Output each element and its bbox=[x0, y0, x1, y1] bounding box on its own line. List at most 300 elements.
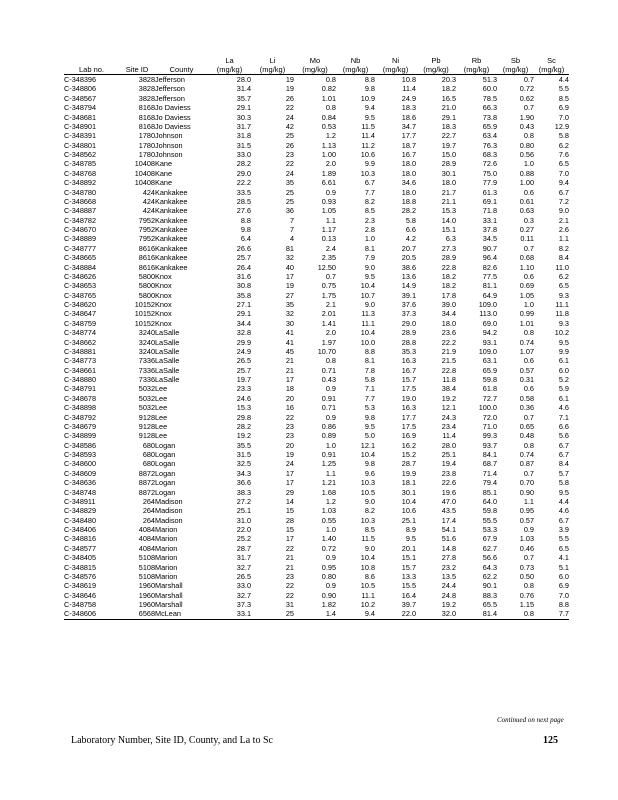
cell-sb: 1.05 bbox=[519, 290, 534, 300]
cell-mo: 0.90 bbox=[321, 590, 336, 600]
cell-mo: 0.84 bbox=[321, 112, 336, 122]
cell-li: 45 bbox=[285, 346, 294, 356]
cell-sc: 8.4 bbox=[558, 459, 569, 469]
footer-title: Laboratory Number, Site ID, County, and La to Sc bbox=[71, 735, 273, 746]
cell-ni: 28.8 bbox=[401, 337, 416, 347]
cell-nb: 7.7 bbox=[364, 187, 375, 197]
cell-pb: 34.4 bbox=[441, 309, 456, 319]
cell-la: 31.6 bbox=[236, 271, 251, 281]
cell-site: 5108 bbox=[138, 553, 155, 563]
cell-li: 21 bbox=[285, 356, 294, 366]
cell-mo: 0.89 bbox=[321, 431, 336, 441]
cell-sb: 1.00 bbox=[519, 178, 534, 188]
table-row bbox=[64, 525, 569, 534]
cell-rb: 75.0 bbox=[482, 168, 497, 178]
cell-nb: 8.5 bbox=[364, 206, 375, 216]
cell-pb: 23.4 bbox=[441, 421, 456, 431]
cell-sb: 0.95 bbox=[519, 506, 534, 516]
cell-rb: 34.5 bbox=[482, 234, 497, 244]
cell-ni: 18.7 bbox=[401, 140, 416, 150]
cell-lab: C-348768 bbox=[64, 168, 97, 178]
cell-nb: 9.6 bbox=[364, 468, 375, 478]
cell-pb: 19.4 bbox=[441, 459, 456, 469]
cell-sc: 5.5 bbox=[558, 84, 569, 94]
cell-pb: 21.1 bbox=[441, 196, 456, 206]
cell-pb: 39.0 bbox=[441, 300, 456, 309]
cell-rb: 81.1 bbox=[482, 281, 497, 291]
cell-la: 25.2 bbox=[236, 534, 251, 544]
cell-la: 19.7 bbox=[236, 375, 251, 384]
cell-ni: 13.6 bbox=[401, 271, 416, 281]
cell-la: 36.6 bbox=[236, 478, 251, 488]
column-header-la: La bbox=[225, 56, 234, 65]
cell-la: 26.5 bbox=[236, 571, 251, 581]
cell-ni: 15.1 bbox=[401, 553, 416, 563]
cell-county: Logan bbox=[155, 459, 176, 469]
cell-pb: 21.7 bbox=[441, 187, 456, 197]
cell-site: 5108 bbox=[138, 571, 155, 581]
cell-nb: 10.0 bbox=[360, 337, 375, 347]
table-body bbox=[64, 75, 569, 620]
cell-sc: 6.0 bbox=[558, 571, 569, 581]
cell-rb: 63.1 bbox=[482, 356, 497, 366]
cell-sc: 7.2 bbox=[558, 196, 569, 206]
cell-mo: 1.2 bbox=[325, 131, 336, 141]
cell-la: 31.0 bbox=[236, 515, 251, 525]
cell-sb: 0.8 bbox=[497, 609, 534, 619]
cell-li: 19 bbox=[285, 450, 294, 459]
table-row bbox=[64, 319, 569, 328]
cell-site: 3240 bbox=[138, 328, 155, 338]
cell-sb: 0.7 bbox=[523, 243, 534, 253]
table-row bbox=[64, 534, 569, 543]
column-header-site bbox=[119, 56, 155, 65]
cell-county: Marshall bbox=[155, 581, 183, 591]
cell-nb: 12.1 bbox=[360, 440, 375, 450]
cell-sb: 1.1 bbox=[523, 496, 534, 506]
cell-site: 10152 bbox=[134, 309, 155, 319]
cell-nb: 10.4 bbox=[360, 450, 375, 459]
cell-sc: 8.5 bbox=[558, 93, 569, 103]
cell-sb: 0.80 bbox=[519, 140, 534, 150]
table-row bbox=[64, 403, 569, 412]
cell-lab: C-348782 bbox=[64, 215, 97, 225]
cell-ni: 18.0 bbox=[401, 159, 416, 169]
cell-sc: 6.7 bbox=[558, 440, 569, 450]
cell-ni: 35.3 bbox=[401, 346, 416, 356]
cell-lab: C-348619 bbox=[64, 581, 97, 591]
cell-nb: 5.3 bbox=[364, 403, 375, 413]
cell-li: 42 bbox=[285, 121, 294, 131]
cell-li: 17 bbox=[285, 271, 294, 281]
cell-sb: 0.7 bbox=[523, 468, 534, 478]
cell-li: 27 bbox=[285, 290, 294, 300]
cell-sc: 7.0 bbox=[558, 590, 569, 600]
cell-sb: 0.76 bbox=[519, 590, 534, 600]
cell-rb: 99.3 bbox=[482, 431, 497, 441]
cell-rb: 71.8 bbox=[482, 206, 497, 216]
cell-sc: 7.1 bbox=[558, 412, 569, 422]
cell-li: 18 bbox=[285, 384, 294, 394]
cell-ni: 17.5 bbox=[401, 421, 416, 431]
cell-ni: 14.9 bbox=[401, 281, 416, 291]
column-header-county bbox=[155, 56, 208, 65]
continued-note: Continued on next page bbox=[497, 716, 564, 724]
cell-rb: 59.8 bbox=[482, 506, 497, 516]
cell-mo: 2.0 bbox=[325, 159, 336, 169]
cell-rb: 71.0 bbox=[482, 421, 497, 431]
table-row bbox=[64, 591, 569, 600]
cell-ni: 34.7 bbox=[401, 121, 416, 131]
cell-sb: 0.6 bbox=[523, 187, 534, 197]
cell-nb: 7.8 bbox=[364, 365, 375, 375]
cell-sc: 4.1 bbox=[558, 553, 569, 563]
cell-sc: 7.6 bbox=[558, 150, 569, 159]
cell-county: Jo Daviess bbox=[155, 103, 191, 113]
cell-li: 21 bbox=[285, 365, 294, 375]
cell-li: 25 bbox=[285, 131, 294, 141]
cell-site: 8616 bbox=[138, 253, 155, 263]
cell-county: Logan bbox=[155, 468, 176, 478]
cell-li: 25 bbox=[251, 609, 294, 619]
cell-la: 31.5 bbox=[236, 140, 251, 150]
cell-mo: 0.13 bbox=[321, 234, 336, 244]
cell-rb: 79.4 bbox=[482, 478, 497, 488]
cell-lab: C-348670 bbox=[64, 225, 97, 234]
cell-sc: 9.4 bbox=[558, 178, 569, 188]
column-header-rb: Rb bbox=[471, 56, 482, 65]
cell-pb: 23.2 bbox=[441, 562, 456, 572]
cell-rb: 76.3 bbox=[482, 140, 497, 150]
cell-la: 31.4 bbox=[236, 84, 251, 94]
cell-li: 25 bbox=[285, 196, 294, 206]
cell-li: 7 bbox=[289, 215, 294, 225]
table-row bbox=[64, 600, 569, 609]
cell-site: 5108 bbox=[138, 562, 155, 572]
cell-sc: 7.0 bbox=[558, 168, 569, 178]
cell-county: McLean bbox=[155, 609, 208, 619]
cell-county: Kankakee bbox=[155, 206, 188, 216]
table-row bbox=[64, 347, 569, 356]
cell-lab: C-348647 bbox=[64, 309, 97, 319]
cell-pb: 25.1 bbox=[441, 450, 456, 459]
table-row bbox=[64, 375, 569, 384]
cell-mo: 0.9 bbox=[325, 384, 336, 394]
cell-li: 32 bbox=[285, 253, 294, 263]
cell-ni: 9.5 bbox=[405, 534, 416, 544]
cell-la: 29.0 bbox=[236, 168, 251, 178]
table-row bbox=[64, 563, 569, 572]
cell-li: 23 bbox=[285, 421, 294, 431]
cell-li: 22 bbox=[285, 103, 294, 113]
cell-lab: C-348480 bbox=[64, 515, 97, 525]
cell-ni: 28.2 bbox=[401, 206, 416, 216]
cell-lab: C-348668 bbox=[64, 196, 97, 206]
cell-rb: 62.2 bbox=[482, 571, 497, 581]
cell-pb: 21.0 bbox=[441, 103, 456, 113]
cell-li: 19 bbox=[285, 75, 294, 84]
cell-mo: 0.55 bbox=[321, 515, 336, 525]
cell-rb: 61.8 bbox=[482, 384, 497, 394]
cell-pb: 22.8 bbox=[441, 365, 456, 375]
cell-site: 10408 bbox=[134, 168, 155, 178]
cell-la: 32.7 bbox=[236, 590, 251, 600]
cell-site: 424 bbox=[142, 206, 155, 216]
cell-la: 32.7 bbox=[236, 562, 251, 572]
table-row bbox=[64, 441, 569, 450]
cell-sb: 1.10 bbox=[519, 262, 534, 272]
cell-ni: 38.6 bbox=[401, 262, 416, 272]
cell-rb: 65.9 bbox=[482, 121, 497, 131]
cell-mo: 1.0 bbox=[325, 440, 336, 450]
cell-county: Jefferson bbox=[155, 75, 185, 84]
cell-sb: 1.0 bbox=[523, 300, 534, 309]
cell-la: 33.0 bbox=[236, 150, 251, 159]
column-subheader-sc: (mg/kg) bbox=[534, 65, 569, 75]
cell-ni: 10.6 bbox=[401, 506, 416, 516]
cell-nb: 10.3 bbox=[360, 478, 375, 488]
cell-lab: C-348681 bbox=[64, 112, 97, 122]
cell-pb: 12.1 bbox=[441, 403, 456, 413]
cell-site: 680 bbox=[142, 450, 155, 459]
cell-ni: 39.1 bbox=[401, 290, 416, 300]
cell-ni: 8.9 bbox=[405, 525, 416, 534]
cell-la: 35.8 bbox=[236, 290, 251, 300]
cell-li: 20 bbox=[285, 393, 294, 403]
cell-pb: 21.5 bbox=[441, 356, 456, 366]
cell-sc: 9.9 bbox=[558, 346, 569, 356]
table-row bbox=[64, 553, 569, 562]
cell-ni: 18.0 bbox=[401, 168, 416, 178]
column-header-ni: Ni bbox=[391, 56, 400, 65]
cell-rb: 82.6 bbox=[482, 262, 497, 272]
cell-lab: C-348816 bbox=[64, 534, 97, 544]
data-table bbox=[64, 56, 569, 620]
cell-county: LaSalle bbox=[155, 356, 180, 366]
cell-lab: C-348759 bbox=[64, 318, 97, 328]
cell-nb: 8.8 bbox=[364, 75, 375, 84]
cell-sc: 5.5 bbox=[558, 534, 569, 544]
column-subheader-li: (mg/kg) bbox=[251, 65, 294, 75]
table-row bbox=[64, 581, 569, 590]
cell-lab: C-348777 bbox=[64, 243, 97, 253]
cell-site: 264 bbox=[142, 515, 155, 525]
cell-mo: 1.1 bbox=[325, 215, 336, 225]
cell-nb: 9.9 bbox=[364, 159, 375, 169]
table-row bbox=[64, 178, 569, 187]
table-row bbox=[64, 234, 569, 243]
cell-mo: 0.9 bbox=[325, 187, 336, 197]
cell-mo: 2.35 bbox=[321, 253, 336, 263]
cell-li: 41 bbox=[285, 337, 294, 347]
cell-mo: 1.68 bbox=[321, 487, 336, 497]
cell-lab: C-348774 bbox=[64, 328, 97, 338]
cell-la: 34.4 bbox=[236, 318, 251, 328]
cell-li: 17 bbox=[285, 375, 294, 384]
cell-sc: 6.7 bbox=[558, 515, 569, 525]
cell-nb: 11.1 bbox=[361, 318, 375, 328]
cell-site: 424 bbox=[142, 187, 155, 197]
cell-nb: 7.7 bbox=[364, 393, 375, 403]
cell-sb: 0.11 bbox=[520, 234, 534, 244]
cell-li: 14 bbox=[285, 496, 294, 506]
cell-site: 8168 bbox=[138, 121, 155, 131]
cell-nb: 10.4 bbox=[360, 328, 375, 338]
table-row bbox=[64, 422, 569, 431]
cell-pb: 21.9 bbox=[441, 346, 456, 356]
cell-nb: 9.5 bbox=[364, 112, 375, 122]
cell-nb: 10.5 bbox=[360, 487, 375, 497]
cell-mo: 1.89 bbox=[321, 168, 336, 178]
cell-sb: 0.69 bbox=[519, 281, 534, 291]
cell-la: 27.2 bbox=[236, 496, 251, 506]
cell-sb: 0.8 bbox=[523, 328, 534, 338]
cell-county: Kankakee bbox=[155, 187, 188, 197]
cell-pb: 15.1 bbox=[441, 225, 456, 234]
cell-site: 8616 bbox=[138, 262, 155, 272]
cell-mo: 0.95 bbox=[321, 562, 336, 572]
table-row bbox=[64, 263, 569, 272]
table-row bbox=[64, 291, 569, 300]
table-row bbox=[64, 609, 569, 619]
cell-la: 24.6 bbox=[236, 393, 251, 403]
column-subheader-pb: (mg/kg) bbox=[416, 65, 456, 75]
cell-sb: 0.57 bbox=[519, 515, 534, 525]
table-row bbox=[64, 516, 569, 525]
cell-lab: C-348586 bbox=[64, 440, 97, 450]
cell-site: 10408 bbox=[134, 178, 155, 188]
cell-pb: 18.0 bbox=[441, 178, 456, 188]
cell-county: Kane bbox=[155, 178, 173, 188]
cell-pb: 19.2 bbox=[441, 600, 456, 609]
cell-lab: C-348758 bbox=[64, 600, 97, 609]
table-row bbox=[64, 338, 569, 347]
cell-mo: 1.13 bbox=[321, 140, 336, 150]
cell-rb: 65.5 bbox=[482, 600, 497, 609]
cell-lab: C-348794 bbox=[64, 103, 97, 113]
cell-site: 9128 bbox=[138, 412, 155, 422]
cell-pb: 47.0 bbox=[441, 496, 456, 506]
cell-sb: 0.6 bbox=[523, 356, 534, 366]
table-row bbox=[64, 75, 569, 85]
cell-rb: 84.1 bbox=[482, 450, 497, 459]
cell-pb: 22.8 bbox=[441, 262, 456, 272]
cell-sb: 0.7 bbox=[523, 75, 534, 84]
cell-li: 23 bbox=[285, 150, 294, 159]
column-header-li: Li bbox=[269, 56, 276, 65]
cell-ni: 18.3 bbox=[401, 103, 416, 113]
table-row bbox=[64, 459, 569, 468]
cell-nb: 10.7 bbox=[360, 290, 375, 300]
cell-pb: 22.7 bbox=[441, 131, 456, 141]
table-row bbox=[64, 450, 569, 459]
cell-site: 680 bbox=[142, 459, 155, 469]
cell-pb: 27.3 bbox=[441, 243, 456, 253]
cell-sc: 5.6 bbox=[558, 431, 569, 441]
cell-ni: 4.2 bbox=[405, 234, 416, 244]
cell-county: Marion bbox=[155, 571, 178, 581]
cell-site: 3828 bbox=[138, 84, 155, 94]
cell-ni: 18.0 bbox=[401, 187, 416, 197]
cell-la: 29.1 bbox=[236, 103, 251, 113]
cell-la: 26.5 bbox=[236, 356, 251, 366]
cell-ni: 28.9 bbox=[401, 328, 416, 338]
cell-lab: C-348829 bbox=[64, 506, 97, 516]
cell-sc: 5.8 bbox=[558, 131, 569, 141]
cell-pb: 11.8 bbox=[442, 375, 456, 384]
cell-county: Lee bbox=[155, 403, 168, 413]
cell-lab: C-348889 bbox=[64, 234, 97, 244]
cell-county: Knox bbox=[155, 318, 172, 328]
cell-ni: 10.4 bbox=[401, 496, 416, 506]
cell-nb: 10.8 bbox=[360, 562, 375, 572]
cell-ni: 19.9 bbox=[401, 468, 416, 478]
cell-pb: 38.4 bbox=[441, 384, 456, 394]
cell-ni: 17.7 bbox=[401, 412, 416, 422]
table-row bbox=[64, 506, 569, 515]
cell-ni: 16.7 bbox=[401, 150, 416, 159]
table-row bbox=[64, 309, 569, 318]
cell-sc: 11.0 bbox=[555, 262, 569, 272]
cell-nb: 10.4 bbox=[360, 553, 375, 563]
cell-li: 24 bbox=[285, 112, 294, 122]
cell-sc: 6.7 bbox=[558, 187, 569, 197]
cell-lab: C-348600 bbox=[64, 459, 97, 469]
cell-la: 25.1 bbox=[236, 506, 251, 516]
cell-pb: 18.3 bbox=[441, 121, 456, 131]
cell-mo: 10.70 bbox=[317, 346, 336, 356]
cell-mo: 1.05 bbox=[321, 206, 336, 216]
cell-nb: 10.4 bbox=[360, 281, 375, 291]
page-number: 125 bbox=[543, 735, 558, 746]
cell-lab: C-348636 bbox=[64, 478, 97, 488]
cell-mo: 2.0 bbox=[325, 328, 336, 338]
cell-la: 31.5 bbox=[236, 450, 251, 459]
cell-sb: 0.65 bbox=[519, 421, 534, 431]
cell-sc: 9.5 bbox=[558, 487, 569, 497]
cell-mo: 0.93 bbox=[321, 196, 336, 206]
table-row bbox=[64, 572, 569, 581]
cell-sb: 0.99 bbox=[519, 309, 534, 319]
cell-county: Logan bbox=[155, 478, 176, 488]
cell-pb: 17.4 bbox=[441, 515, 456, 525]
cell-pb: 19.7 bbox=[441, 140, 456, 150]
cell-sb: 0.6 bbox=[523, 384, 534, 394]
cell-rb: 72.6 bbox=[482, 159, 497, 169]
cell-sb: 1.07 bbox=[519, 346, 534, 356]
cell-li: 26 bbox=[285, 93, 294, 103]
cell-pb: 14.8 bbox=[441, 543, 456, 553]
cell-mo: 0.9 bbox=[325, 581, 336, 591]
cell-pb: 29.1 bbox=[441, 112, 456, 122]
cell-site: 424 bbox=[142, 196, 155, 206]
cell-li: 21 bbox=[285, 562, 294, 572]
cell-mo: 0.72 bbox=[321, 543, 336, 553]
cell-sb: 1.01 bbox=[519, 318, 534, 328]
cell-ni: 16.2 bbox=[401, 440, 416, 450]
cell-sc: 6.2 bbox=[558, 140, 569, 150]
cell-lab: C-348780 bbox=[64, 187, 97, 197]
cell-pb: 24.3 bbox=[441, 412, 456, 422]
cell-sb: 0.27 bbox=[519, 225, 534, 234]
cell-county: Lee bbox=[155, 421, 168, 431]
cell-lab: C-348391 bbox=[64, 131, 97, 141]
cell-rb: 55.5 bbox=[482, 515, 497, 525]
table-row bbox=[64, 84, 569, 93]
cell-site: 5800 bbox=[138, 281, 155, 291]
table-header bbox=[64, 56, 569, 75]
cell-ni: 15.5 bbox=[401, 581, 416, 591]
